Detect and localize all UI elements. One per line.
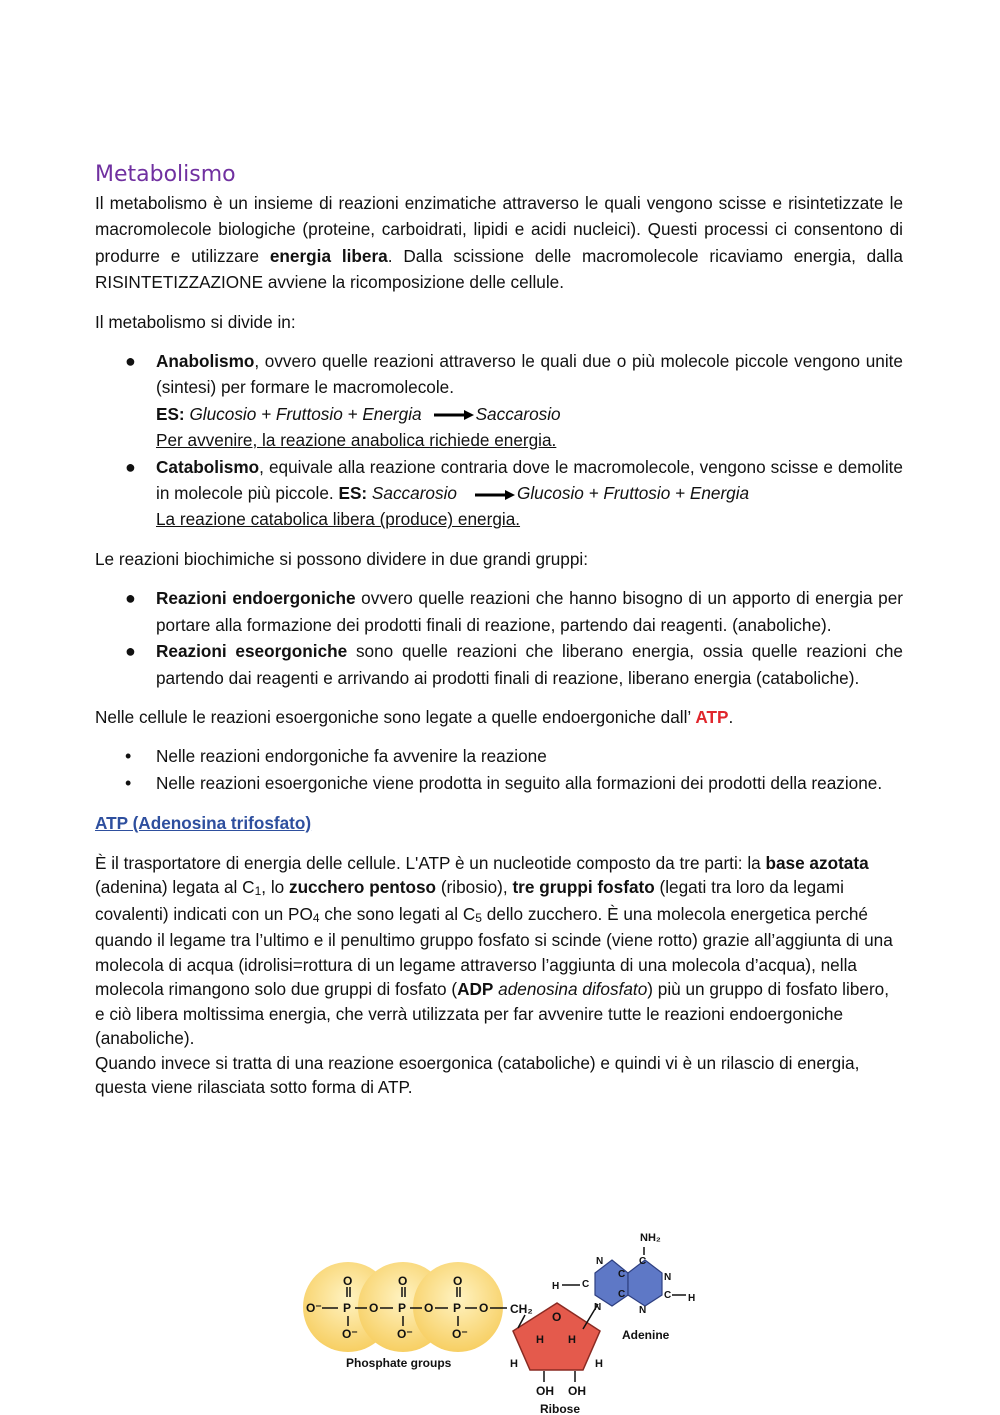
anabolismo-es-right: Saccarosio	[475, 403, 561, 424]
atp-subscript: 5	[475, 910, 482, 925]
oh-label: OH	[536, 1384, 554, 1398]
atp-italic: adenosina difosfato	[493, 979, 648, 1000]
svg-text:P: P	[343, 1301, 352, 1315]
svg-text:O⁻: O⁻	[397, 1327, 413, 1341]
svg-text:P: P	[398, 1301, 407, 1315]
svg-text:N: N	[664, 1272, 672, 1283]
ribose-h: H	[595, 1358, 603, 1370]
catabolismo-note: La reazione catabolica libera (produce) energia.	[156, 509, 521, 530]
catabolismo-term: Catabolismo	[156, 456, 260, 477]
bullet-icon: ●	[125, 588, 136, 609]
svg-text:O⁻: O⁻	[342, 1327, 358, 1341]
atp-section-title[interactable]	[95, 810, 903, 836]
adenine-label: Adenine	[622, 1328, 670, 1342]
atp-bold: base azotata	[765, 852, 869, 873]
anabolismo-text: , ovvero quelle reazioni attraverso le quali due o più molecole piccole vengono unite (sintesi) per formare le macromolecole.	[156, 351, 903, 398]
svg-text:O: O	[479, 1301, 489, 1315]
ribose-label: Ribose	[540, 1402, 581, 1415]
bullet-icon: ●	[125, 456, 136, 477]
anabolismo-note: Per avvenire, la reazione anabolica richiede energia.	[156, 430, 557, 451]
svg-text:C: C	[582, 1279, 590, 1290]
ribose-h: H	[510, 1358, 518, 1370]
catabolismo-es-left: Saccarosio	[371, 483, 457, 504]
svg-text:H: H	[688, 1293, 696, 1304]
atp-bold: ADP	[457, 979, 494, 1000]
linked-line	[95, 704, 903, 730]
ribose-h: H	[568, 1334, 576, 1346]
atp-bullet-text: Nelle reazioni endorgoniche fa avvenire la reazione	[156, 746, 547, 767]
svg-text:O: O	[369, 1301, 379, 1315]
atp-highlight: ATP	[695, 706, 729, 727]
atp-text: dello zucchero. È una molecola energetica perché quando il legame tra l’ultimo e il penultimo gruppo fosfato si scinde (viene rotto) grazie all’aggiunta di una molecola di acqua (idrolisi=rottura di un legame attraverso l’aggiunta di una molecola d’acqua), nella molecola rimangono solo due gruppi di fosfato (	[95, 903, 893, 1000]
bullet-icon: •	[125, 772, 132, 793]
svg-text:P: P	[453, 1301, 462, 1315]
anabolismo-es-label: ES:	[156, 403, 185, 424]
phosphate-groups-label: Phosphate groups	[346, 1356, 452, 1370]
intro-bold: energia libera	[269, 245, 388, 266]
atp-description	[95, 851, 903, 1051]
svg-text:C: C	[639, 1256, 647, 1267]
atp-text: (adenina) legata al C	[95, 877, 255, 898]
reactions-list	[95, 585, 903, 691]
endo-term: Reazioni endoergoniche	[156, 588, 356, 609]
ch2-label: CH₂	[510, 1302, 533, 1316]
arrow-right-icon	[475, 489, 515, 501]
svg-text:O⁻: O⁻	[452, 1327, 468, 1341]
metabolism-list	[95, 348, 903, 533]
atp-text: È il trasportatore di energia delle cellule. L'ATP è un nucleotide composto da tre parti: la	[95, 852, 766, 873]
list-item-anabolismo	[95, 348, 903, 454]
groups-line: Le reazioni biochimiche si possono dividere in due grandi gruppi:	[95, 548, 589, 569]
svg-text:O: O	[343, 1274, 353, 1288]
ribose-h: H	[536, 1334, 544, 1346]
svg-text:N: N	[639, 1305, 647, 1316]
svg-text:C: C	[618, 1269, 626, 1280]
atp-subscript: 1	[254, 884, 262, 899]
eso-term: Reazioni eseorgoniche	[156, 641, 348, 662]
list-item-endo	[95, 585, 903, 638]
svg-text:O: O	[424, 1301, 434, 1315]
svg-text:C: C	[618, 1289, 626, 1300]
list-item-eso	[95, 638, 903, 691]
eso-text: sono quelle reazioni che liberano energia, ossia quelle reazioni che partendo dai reagenti e arrivando ai prodotti finali di reazione, liberano energia (cataboliche).	[156, 641, 903, 688]
intro-text-a: Il metabolismo è un insieme di reazioni enzimatiche attraverso le quali vengono scisse e risintetizzate le macromolecole biologiche (proteine, carboidrati, lipidi e acidi nucleici). Questi processi ci consentono di produrre e utilizzare	[95, 193, 903, 266]
bullet-icon: ●	[125, 351, 136, 372]
ribose-oxygen: O	[552, 1310, 562, 1324]
atp-structure-figure	[300, 1225, 710, 1415]
document-page	[95, 160, 903, 1100]
atp-text: ) più un gruppo di fosfato libero, e ciò libera moltissima energia, che verrà utilizzata per far avvenire tutte le reazioni endoergoniche (anaboliche).	[95, 979, 889, 1049]
svg-text:O⁻: O⁻	[306, 1301, 322, 1315]
atp-text: che sono legati al C	[319, 903, 476, 924]
linked-text-a: Nelle cellule le reazioni esoergoniche sono legate a quelle endoergoniche dall’	[95, 706, 696, 727]
catabolismo-es-right: Glucosio + Fruttosio + Energia	[516, 483, 750, 504]
anabolismo-es-left: Glucosio + Fruttosio + Energia	[189, 403, 422, 424]
atp-text: (ribosio),	[436, 877, 513, 898]
atp-closing: Quando invece si tratta di una reazione esoergonica (cataboliche) e quindi vi è un rilascio di energia, questa viene rilasciata sotto forma di ATP.	[95, 1052, 860, 1098]
catabolismo-es-label: ES:	[338, 483, 368, 504]
list-item-catabolismo	[95, 454, 903, 533]
catabolismo-text: , equivale alla reazione contraria dove le macromolecole, vengono scisse e demolite in molecole più piccole.	[156, 456, 903, 504]
list-item	[95, 743, 903, 769]
svg-text:C: C	[664, 1290, 672, 1301]
list-item	[95, 770, 903, 796]
oh-label: OH	[568, 1384, 586, 1398]
page-title: Metabolismo	[95, 162, 236, 187]
atp-bullet-text: Nelle reazioni esoergoniche viene prodotta in seguito alla formazioni dei prodotti della reazione.	[156, 772, 883, 793]
svg-text:N: N	[596, 1256, 604, 1267]
bullet-icon: •	[125, 746, 132, 767]
atp-bold: tre gruppi fosfato	[512, 877, 655, 898]
atp-subscript: 4	[312, 910, 320, 925]
atp-list	[95, 743, 903, 796]
endo-text: ovvero quelle reazioni che hanno bisogno di un apporto di energia per portare alla formazione dei prodotti finali di reazione, partendo dai reagenti. (anaboliche).	[156, 588, 903, 635]
atp-paragraph	[95, 851, 903, 1100]
arrow-right-icon	[434, 409, 474, 421]
intro-text-b: .	[387, 245, 393, 266]
svg-text:N: N	[594, 1302, 602, 1313]
anabolismo-term: Anabolismo	[156, 351, 255, 372]
atp-section-link[interactable]: ATP (Adenosina trifosfato)	[95, 813, 312, 834]
atp-text: (legati tra loro da legami covalenti) indicati con un PO	[95, 877, 844, 924]
svg-text:O: O	[453, 1274, 463, 1288]
atp-text: , lo	[261, 877, 289, 898]
atp-bold: zucchero pentoso	[288, 877, 437, 898]
bullet-icon: ●	[125, 641, 136, 662]
svg-text:H: H	[552, 1281, 560, 1292]
nh2-label: NH₂	[640, 1232, 661, 1244]
intro-paragraph	[95, 190, 903, 296]
divide-line: Il metabolismo si divide in:	[95, 311, 296, 332]
svg-text:O: O	[398, 1274, 408, 1288]
intro-text-c: Dalla scissione delle macromolecole ricaviamo energia, dalla RISINTETIZZAZIONE avviene la ricomposizione delle cellule.	[95, 245, 903, 293]
linked-text-b: .	[728, 706, 734, 727]
